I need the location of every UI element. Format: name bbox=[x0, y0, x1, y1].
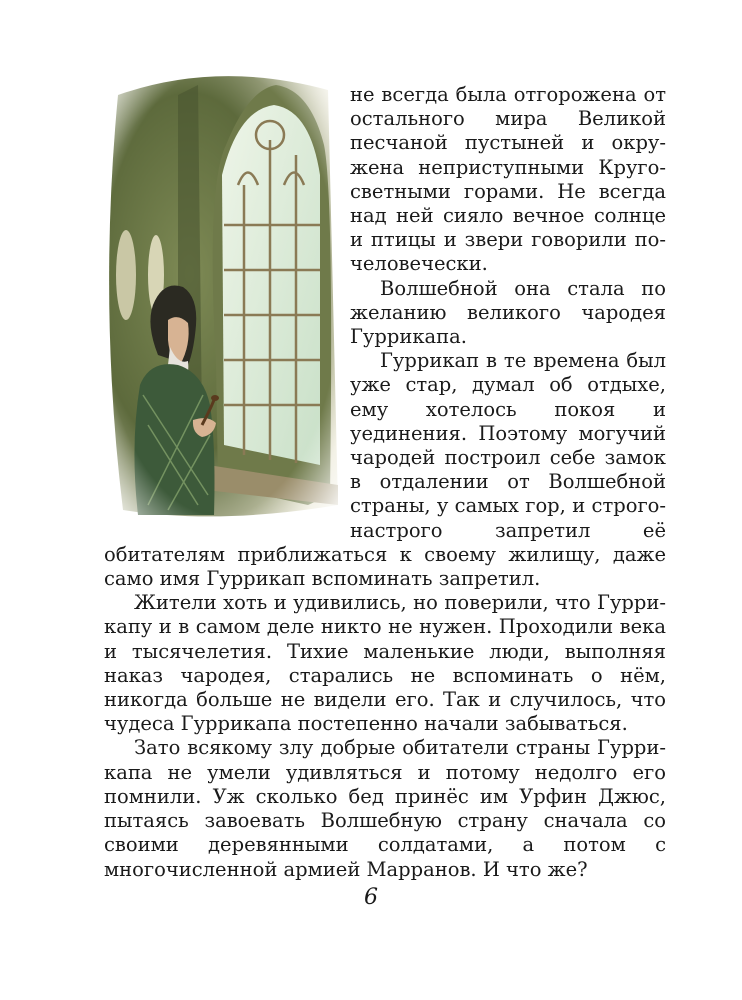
page-number: 6 bbox=[364, 885, 378, 910]
old-wizard-at-window-illustration bbox=[98, 83, 338, 523]
paragraph-1: не всегда была отгорожена от остального мира Великой песчаной пустыней и окружена неприступными Кругосветными горами. Не всегда над ней сияло вечное солнце и птицы и звери говорили по-человечески. bbox=[350, 83, 666, 276]
paragraph-2: Волшебной она стала по желанию великого чародея Гуррикапа. bbox=[350, 276, 666, 349]
page-text bbox=[104, 83, 666, 882]
paragraph-3: Гуррикап в те времена был уже стар, думал об отдыхе, ему хотелось покоя и уединения. Поэтому могучий чародей построил себе замок в отдалении от Волшебной страны, у самых гор, и строго-настрого запретил её обитателям приближаться к своему жилищу, даже само имя Гуррикап вспоминать запретил. bbox=[104, 349, 666, 591]
illustration-drawing bbox=[98, 65, 342, 520]
paragraph-5: Зато всякому злу добрые обитатели страны Гуррикапа не умели удивляться и потому недолго его помнили. Уж сколько бед принёс им Урфин Джюс, пытаясь завоевать Волшебную страну сначала со своими деревянными солдатами, а потом с многочисленной армией Марранов. И что же? bbox=[104, 736, 666, 881]
paragraph-4: Жители хоть и удивились, но поверили, что Гуррикапу и в самом деле никто не нужен. Проходили века и тысячелетия. Тихие маленькие люди, выполняя наказ чародея, старались не вспоминать о нём, никогда больше не видели его. Так и случилось, что чудеса Гуррикапа постепенно начали забываться. bbox=[104, 591, 666, 736]
